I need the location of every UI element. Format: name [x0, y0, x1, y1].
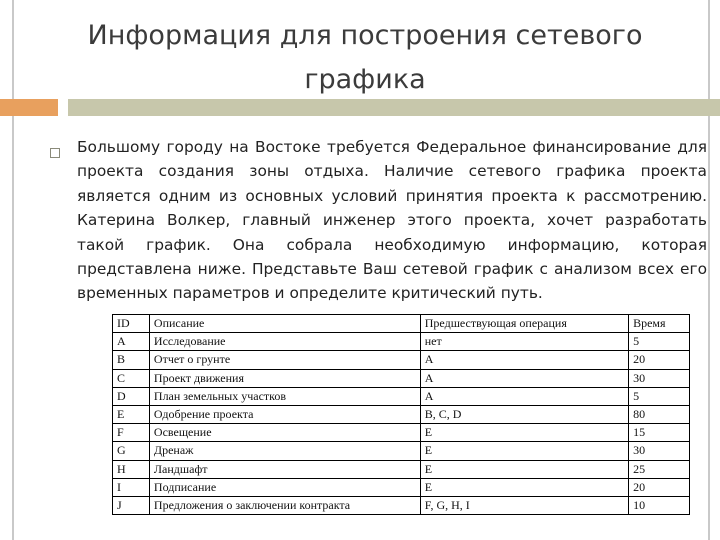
cell-id: G — [113, 442, 150, 460]
header-cell-predecessor: Предшествующая операция — [420, 315, 628, 333]
cell-description: План земельных участков — [149, 387, 420, 405]
cell-predecessor: A — [420, 351, 628, 369]
cell-id: E — [113, 405, 150, 423]
task-paragraph: Большому городу на Востоке требуется Федеральное финансирование для проекта создания зоны отдыха. Наличие сетевого графика проекта является одним из основных условий принятия проекта к рассмотрению. Катерина Волкер, главный инженер этого проекта, хочет разработать такой график. Она собрала необходимую информацию, которая представлена ниже. Представьте Ваш сетевой график с анализом всех его временных параметров и определите критический путь. — [77, 138, 707, 303]
table-row — [113, 478, 690, 496]
cell-time: 20 — [629, 478, 690, 496]
table-row — [113, 405, 690, 423]
cell-description: Проект движения — [149, 369, 420, 387]
cell-description: Исследование — [149, 333, 420, 351]
cell-predecessor: E — [420, 460, 628, 478]
right-border-line — [708, 0, 710, 540]
cell-id: D — [113, 387, 150, 405]
table-row — [113, 351, 690, 369]
title-rule-accent — [0, 99, 58, 116]
cell-id: H — [113, 460, 150, 478]
cell-description: Отчет о грунте — [149, 351, 420, 369]
cell-predecessor: F, G, H, I — [420, 496, 628, 514]
left-border-line — [12, 0, 14, 540]
cell-id: A — [113, 333, 150, 351]
cell-id: F — [113, 424, 150, 442]
table-row — [113, 369, 690, 387]
cell-time: 30 — [629, 442, 690, 460]
cell-id: C — [113, 369, 150, 387]
table-row — [113, 442, 690, 460]
header-cell-id: ID — [113, 315, 150, 333]
cell-time: 10 — [629, 496, 690, 514]
table-header-row — [113, 315, 690, 333]
cell-id: B — [113, 351, 150, 369]
table-row — [113, 460, 690, 478]
cell-description: Ландшафт — [149, 460, 420, 478]
table-row — [113, 333, 690, 351]
cell-description: Предложения о заключении контракта — [149, 496, 420, 514]
cell-description: Одобрение проекта — [149, 405, 420, 423]
cell-time: 5 — [629, 387, 690, 405]
cell-id: I — [113, 478, 150, 496]
cell-description: Дренаж — [149, 442, 420, 460]
cell-description: Подписание — [149, 478, 420, 496]
title-rule-bar — [68, 99, 720, 116]
table-row — [113, 387, 690, 405]
cell-predecessor: E — [420, 478, 628, 496]
slide-title — [40, 14, 690, 102]
cell-predecessor: A — [420, 369, 628, 387]
cell-predecessor: A — [420, 387, 628, 405]
cell-predecessor: E — [420, 442, 628, 460]
cell-predecessor: B, C, D — [420, 405, 628, 423]
table-row — [113, 496, 690, 514]
cell-id: J — [113, 496, 150, 514]
cell-description: Освещение — [149, 424, 420, 442]
cell-time: 5 — [629, 333, 690, 351]
cell-predecessor: нет — [420, 333, 628, 351]
cell-time: 30 — [629, 369, 690, 387]
operations-table — [112, 314, 690, 515]
cell-time: 15 — [629, 424, 690, 442]
cell-time: 20 — [629, 351, 690, 369]
title-line-1: Информация для построения сетевого — [87, 20, 643, 51]
title-line-2: графика — [304, 64, 426, 95]
cell-time: 25 — [629, 460, 690, 478]
cell-time: 80 — [629, 405, 690, 423]
cell-predecessor: E — [420, 424, 628, 442]
header-cell-time: Время — [629, 315, 690, 333]
table-row — [113, 424, 690, 442]
square-bullet-icon — [50, 148, 60, 158]
header-cell-description: Описание — [149, 315, 420, 333]
